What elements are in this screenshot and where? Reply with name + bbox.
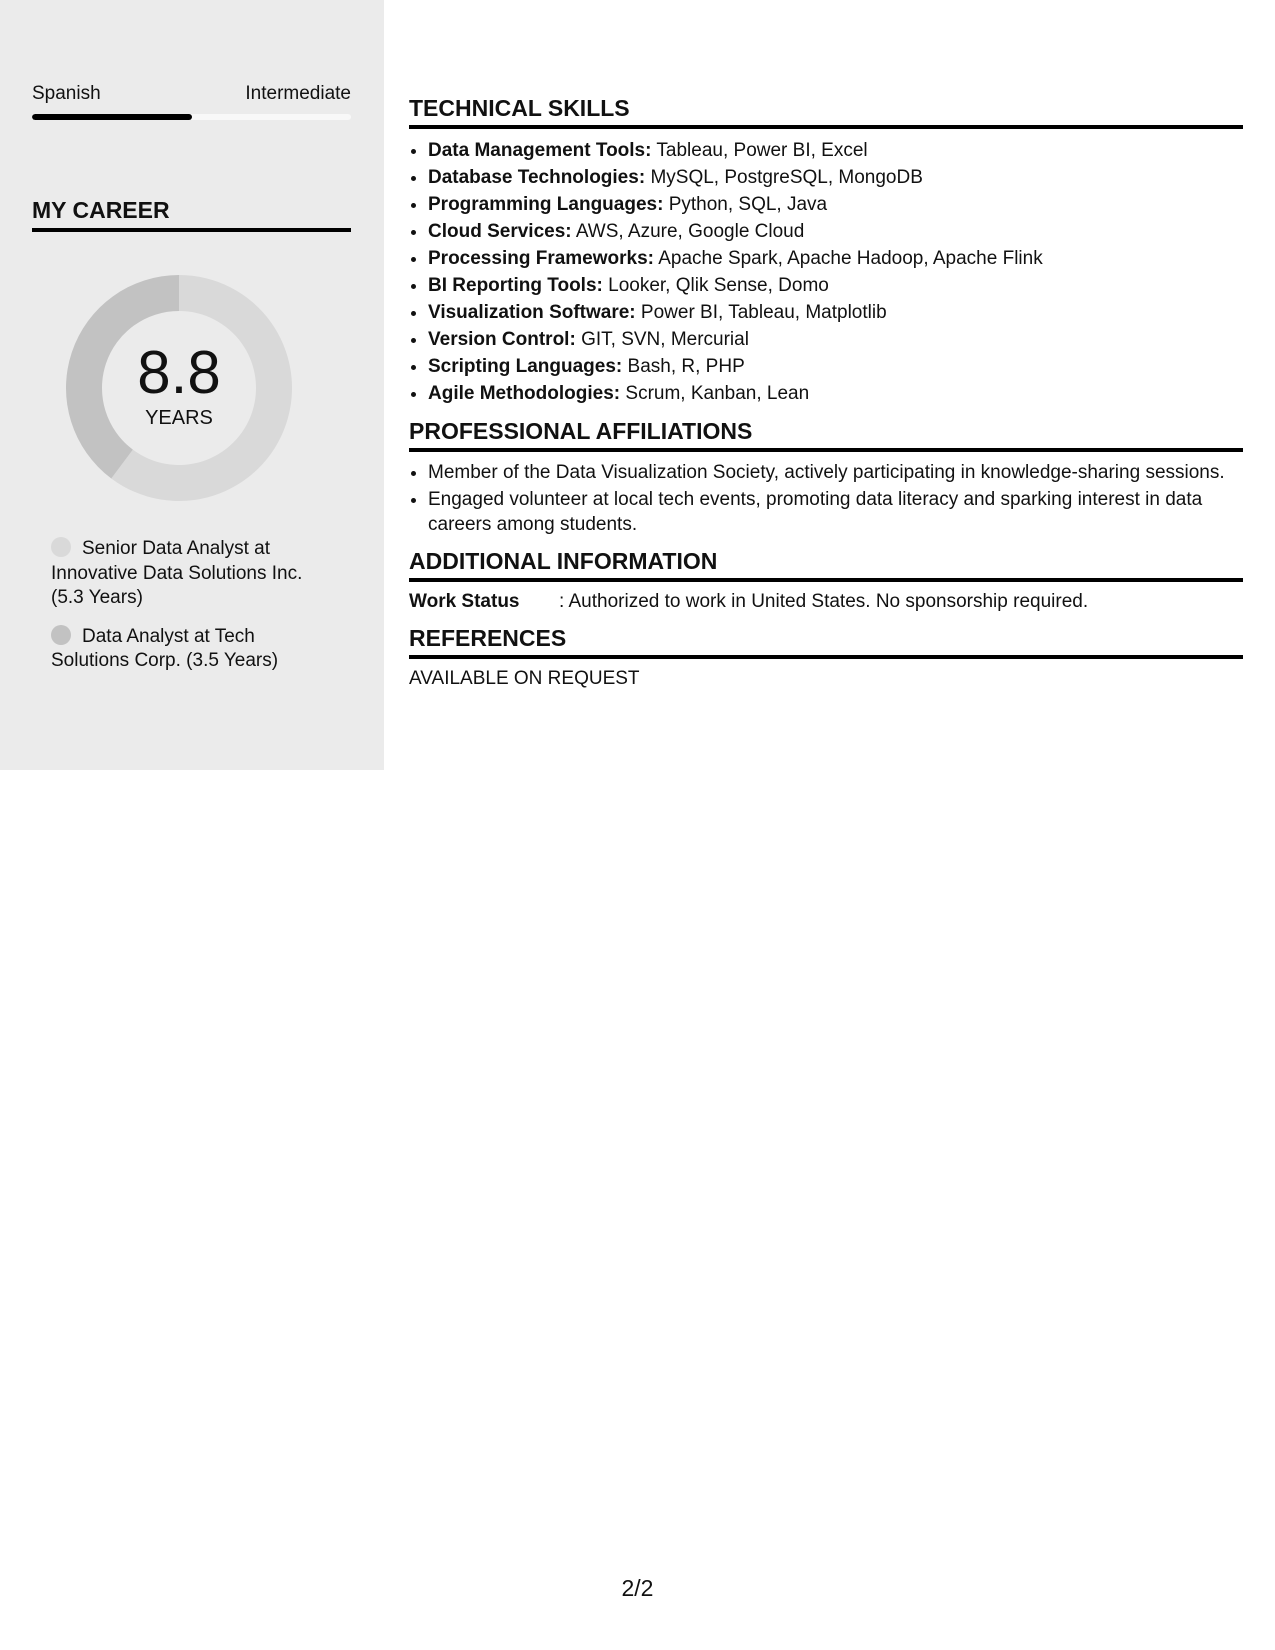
skill-item [428, 218, 1243, 245]
career-legend-item [51, 625, 321, 674]
skill-values: Looker, Qlik Sense, Domo [608, 275, 829, 296]
affiliation-item: • Member of the Data Visualization Society, actively participating in knowledge-sharing sessions. [428, 460, 1243, 485]
references-title: REFERENCES [409, 624, 1243, 659]
skill-category: BI Reporting Tools: [428, 275, 603, 296]
language-proficiency-bar [32, 114, 351, 120]
language-proficiency-fill [32, 114, 192, 120]
skill-category: Programming Languages: [428, 194, 664, 215]
skill-item [428, 380, 1243, 407]
skill-values: Tableau, Power BI, Excel [656, 140, 868, 161]
skill-values: AWS, Azure, Google Cloud [575, 221, 805, 242]
additional-info-section [409, 547, 1243, 614]
career-total-value: 8.8 [137, 339, 221, 406]
skill-values: MySQL, PostgreSQL, MongoDB [650, 167, 923, 188]
language-level: Intermediate [245, 83, 351, 104]
career-legend-label: Data Analyst at Tech Solutions Corp. (3.5 Years) [51, 625, 279, 671]
affiliation-item: • Engaged volunteer at local tech events, promoting data literacy and sparking interest in data careers among students. [428, 487, 1243, 537]
technical-skills-list [409, 137, 1243, 407]
skill-category: Agile Methodologies: [428, 383, 621, 404]
career-legend [51, 537, 321, 688]
skill-values: Scrum, Kanban, Lean [625, 383, 810, 404]
skill-item [428, 353, 1243, 380]
skill-item [428, 299, 1243, 326]
skill-category: Version Control: [428, 329, 576, 350]
career-legend-item [51, 537, 321, 611]
skill-values: Power BI, Tableau, Matplotlib [640, 302, 887, 323]
skill-item [428, 191, 1243, 218]
work-status-label: Work Status [409, 591, 520, 612]
legend-dot-icon [51, 625, 71, 645]
main-content [409, 94, 1243, 701]
skill-category: Visualization Software: [428, 302, 636, 323]
additional-info-title: ADDITIONAL INFORMATION [409, 547, 1243, 582]
career-title: MY CAREER [32, 196, 351, 232]
language-row [32, 82, 351, 106]
skill-category: Cloud Services: [428, 221, 572, 242]
affiliations-list [409, 460, 1243, 537]
career-total [66, 340, 292, 430]
language-name: Spanish [32, 83, 101, 104]
skill-category: Processing Frameworks: [428, 248, 654, 269]
references-section [409, 624, 1243, 691]
sidebar [0, 0, 384, 770]
legend-dot-icon [51, 537, 71, 557]
skill-item [428, 164, 1243, 191]
affiliations-section [409, 417, 1243, 537]
skill-category: Scripting Languages: [428, 356, 623, 377]
references-text: AVAILABLE ON REQUEST [409, 668, 640, 689]
career-total-unit: YEARS [145, 407, 213, 429]
skill-category: Database Technologies: [428, 167, 646, 188]
page-number: 2/2 [621, 1575, 654, 1601]
technical-skills-title: TECHNICAL SKILLS [409, 94, 1243, 129]
skill-values: Python, SQL, Java [668, 194, 828, 215]
skill-item [428, 245, 1243, 272]
skill-item [428, 326, 1243, 353]
affiliations-title: PROFESSIONAL AFFILIATIONS [409, 417, 1243, 452]
technical-skills-section [409, 94, 1243, 407]
skill-item [428, 272, 1243, 299]
skill-values: GIT, SVN, Mercurial [581, 329, 749, 350]
skill-values: Bash, R, PHP [627, 356, 745, 377]
work-status-value: : Authorized to work in United States. No sponsorship required. [559, 591, 1089, 612]
skill-item [428, 137, 1243, 164]
skill-category: Data Management Tools: [428, 140, 652, 161]
work-status-row [409, 590, 1243, 614]
skill-values: Apache Spark, Apache Hadoop, Apache Flink [658, 248, 1043, 269]
career-legend-label: Senior Data Analyst at Innovative Data Solutions Inc. (5.3 Years) [51, 538, 303, 608]
